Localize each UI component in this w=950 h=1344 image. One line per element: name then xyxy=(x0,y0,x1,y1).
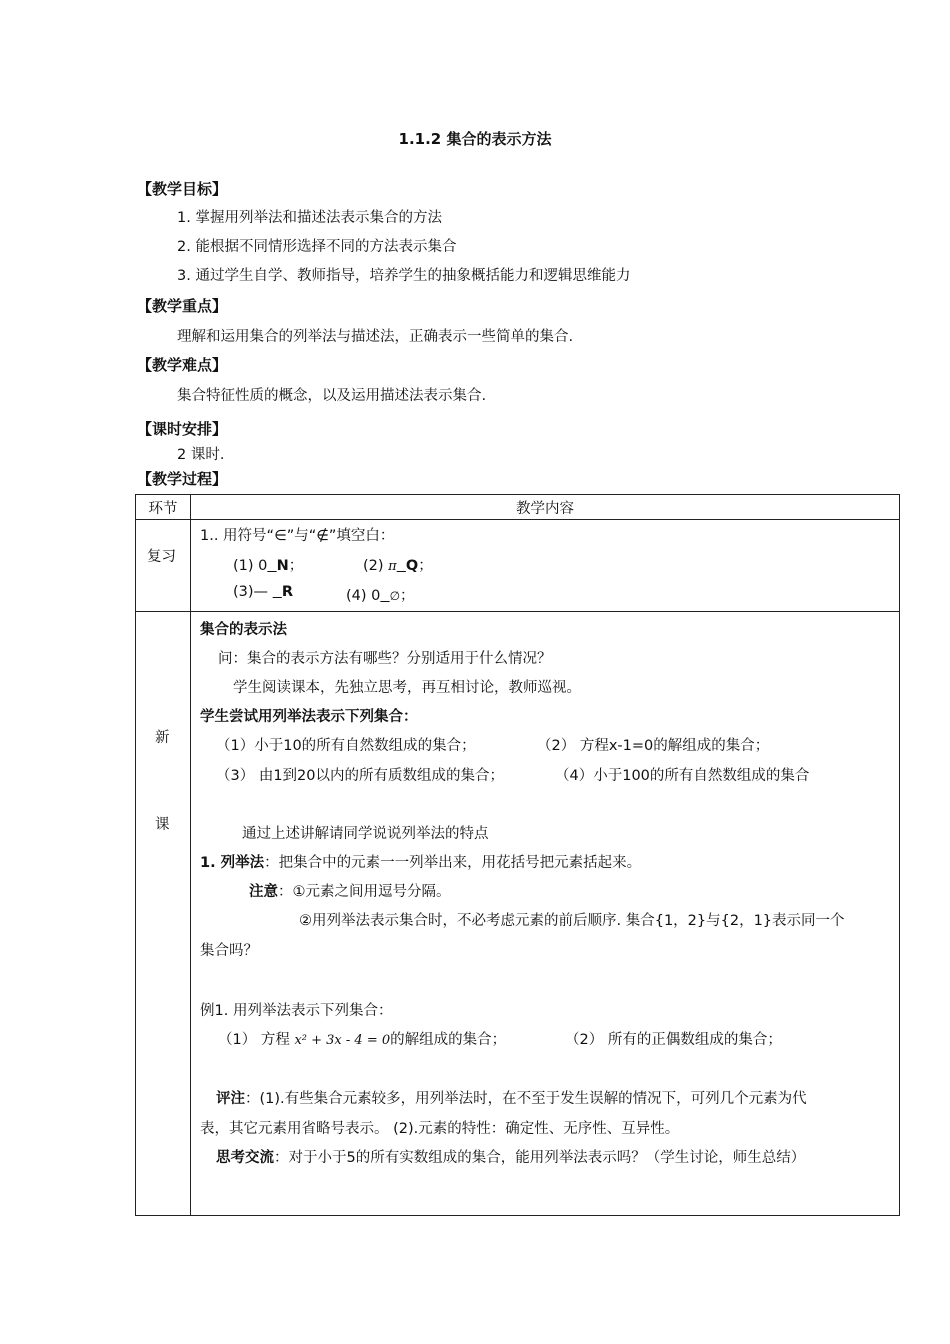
goal-item-1: 1. 掌握用列举法和描述法表示集合的方法 xyxy=(177,210,442,226)
schedule-heading: 【课时安排】 xyxy=(137,420,228,438)
review-q3: (3)— R xyxy=(233,584,294,600)
review-label: 复习 xyxy=(147,549,176,565)
listing-definition: 1. 列举法：把集合中的元素一一列举出来，用花括号把元素括起来。 xyxy=(200,855,642,871)
example-2: （2） 所有的正偶数组成的集合； xyxy=(565,1032,782,1048)
page-title: 1.1.2 集合的表示方法 xyxy=(398,130,552,148)
think-discuss: 思考交流：对于小于5的所有实数组成的集合，能用列举法表示吗？（学生讨论，师生总结） xyxy=(216,1150,806,1166)
review-content xyxy=(191,520,899,611)
feature-prompt: 通过上述讲解请同学说说列举法的特点 xyxy=(242,826,489,842)
comment-line-2: 表，其它元素用省略号表示。 (2).元素的特性：确定性、无序性、互异性。 xyxy=(200,1121,680,1137)
goals-heading: 【教学目标】 xyxy=(137,180,228,198)
review-q2: (2) π Q； xyxy=(363,558,433,574)
new-lesson-label-2: 课 xyxy=(155,817,170,833)
exercise-4: （4）小于100的所有自然数组成的集合 xyxy=(555,768,810,784)
goal-item-2: 2. 能根据不同情形选择不同的方法表示集合 xyxy=(177,239,457,255)
question-text: 问：集合的表示方法有哪些？分别适用于什么情况？ xyxy=(218,651,552,667)
pi-symbol: π xyxy=(388,559,397,574)
col-header-content: 教学内容 xyxy=(191,495,900,520)
new-lesson-label-1: 新 xyxy=(155,730,170,746)
review-q1: (1) 0 N； xyxy=(233,558,304,574)
exercise-1: （1）小于10的所有自然数组成的集合； xyxy=(216,738,476,754)
difficulty-heading: 【教学难点】 xyxy=(137,356,228,374)
goal-item-3: 3. 通过学生自学、教师指导，培养学生的抽象概括能力和逻辑思维能力 xyxy=(177,268,631,284)
note-1: 注意：①元素之间用逗号分隔。 xyxy=(249,884,451,900)
representation-heading: 集合的表示法 xyxy=(200,622,287,638)
review-line-1: 1.. 用符号“∈”与“∉”填空白： xyxy=(200,528,395,544)
process-heading: 【教学过程】 xyxy=(137,470,228,488)
process-table xyxy=(135,494,900,1216)
key-heading: 【教学重点】 xyxy=(137,297,228,315)
example-heading: 例1. 用列举法表示下列集合： xyxy=(200,1003,393,1019)
difficulty-text: 集合特征性质的概念，以及运用描述法表示集合. xyxy=(177,388,487,404)
note-2-cont: 集合吗？ xyxy=(200,943,258,959)
schedule-text: 2 课时. xyxy=(177,447,225,463)
empty-set-symbol: ∅ xyxy=(389,589,401,603)
key-text: 理解和运用集合的列举法与描述法，正确表示一些简单的集合. xyxy=(177,329,574,345)
note-2: ②用列举法表示集合时，不必考虑元素的前后顺序. 集合{1，2}与{2，1}表示同一个 xyxy=(299,913,845,929)
exercise-3: （3） 由1到20以内的所有质数组成的集合； xyxy=(216,768,505,784)
equation: x² + 3x - 4 = 0 xyxy=(294,1033,391,1048)
col-header-stage: 环节 xyxy=(136,495,191,520)
comment-line-1: 评注：(1).有些集合元素较多，用列举法时，在不至于发生误解的情况下，可列几个元素为代 xyxy=(216,1091,807,1107)
exercise-2: （2） 方程x-1=0的解组成的集合； xyxy=(537,738,770,754)
review-q4: (4) 0 ∅； xyxy=(346,588,415,604)
reading-text: 学生阅读课本，先独立思考，再互相讨论，教师巡视。 xyxy=(233,680,581,696)
example-1: （1） 方程 x² + 3x - 4 = 0的解组成的集合； xyxy=(218,1032,507,1048)
exercise-heading: 学生尝试用列举法表示下列集合： xyxy=(200,709,418,725)
new-lesson-content xyxy=(191,612,899,1215)
